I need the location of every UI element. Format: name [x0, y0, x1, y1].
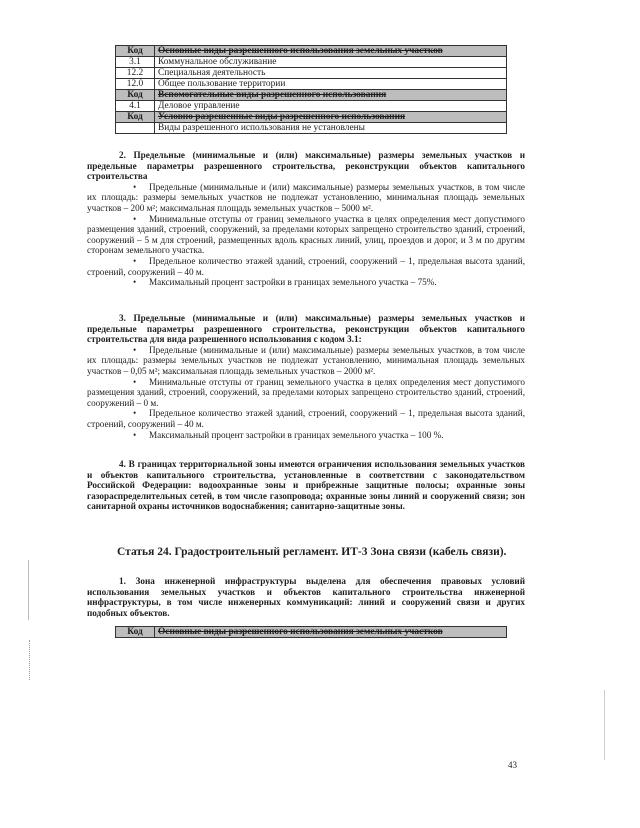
- code-header: Код: [116, 112, 155, 123]
- table-row: [116, 57, 507, 68]
- code-header: Код: [116, 46, 155, 57]
- table-header-conditional: [116, 112, 507, 123]
- conditional-uses-header: Условно разрешенные виды разрешенного использования: [155, 112, 507, 123]
- section-3-heading: 3. Предельные (минимальные и (или) максимальные) размеры земельных участков и предельные параметры разрешенного строительства, реконструкции объектов капитального строительства для вида разрешенного использования с кодом 3.1:: [87, 313, 525, 345]
- bullet-item: • Минимальные отступы от границ земельного участка в целях определения мест допустимого размещения зданий, строений, сооружений, за пределами которых запрещено строительство зданий, строений, сооружений – 0 м.: [87, 377, 525, 409]
- section-2: [87, 150, 525, 288]
- land-use-table-2: [115, 626, 507, 638]
- bullet-item: • Предельное количество этажей зданий, строений, сооружений – 1, предельная высота зданий, строений, сооружений – 40 м.: [87, 256, 525, 277]
- table-header-main: [116, 46, 507, 57]
- code-header: Код: [116, 627, 155, 638]
- table-row: [116, 79, 507, 90]
- bullet-item: • Минимальные отступы от границ земельного участка в целях определения мест допустимого размещения зданий, строений, сооружений, за пределами которых запрещено строительство зданий, строений, сооружений – 5 м для строений, размещенных вдоль красных линий, улиц, проездов и дорог, и 3 м по другим сторонам земельного участка.: [87, 214, 525, 256]
- section-2-heading: 2. Предельные (минимальные и (или) максимальные) размеры земельных участков и предельные параметры разрешенного строительства, реконструкции объектов капитального строительства: [87, 150, 525, 182]
- use-cell: Специальная деятельность: [155, 68, 507, 79]
- bullet-item: • Предельные (минимальные и (или) максимальные) размеры земельных участков, в том числе их площадь: размеры земельных участков не подлежат установлению, минимальная площадь земельных участков – 0,05 м²; максимальная площадь земельных участков – 2000 м².: [87, 345, 525, 377]
- use-cell: Коммунальное обслуживание: [155, 57, 507, 68]
- section-3: [87, 313, 525, 440]
- use-cell: Виды разрешенного использования не установлены: [155, 123, 507, 134]
- code-header: Код: [116, 90, 155, 101]
- bullet-item: • Максимальный процент застройки в границах земельного участка – 100 %.: [87, 430, 525, 441]
- aux-uses-header: Вспомогательные виды разрешенного использования: [155, 90, 507, 101]
- table-row: [116, 123, 507, 134]
- use-cell: Деловое управление: [155, 101, 507, 112]
- table-row: [116, 101, 507, 112]
- main-uses-header: Основные виды разрешенного использования земельных участков: [155, 46, 507, 57]
- code-cell: 3.1: [116, 57, 155, 68]
- section-4-text: 4. В границах территориальной зоны имеются ограничения использования земельных участков и объектов капитального строительства, установленные в соответствии с законодательством Российской Федерации: водоохранные зоны и прибрежные защитные полосы; охранные зоны газораспределительных сетей, в том числе газопровода; охранные зоны линий и сооружений связи; зон санитарной охраны источников водоснабжения; санитарно-защитные зоны.: [87, 459, 525, 512]
- code-cell: 12.0: [116, 79, 155, 90]
- bullet-item: • Предельные (минимальные и (или) максимальные) размеры земельных участков, в том числе их площадь: размеры земельных участков не подлежат установлению, минимальная площадь земельных участков – 200 м²; максимальная площадь земельных участков – 5000 м².: [87, 182, 525, 214]
- article-body: [87, 576, 525, 618]
- scan-edge-mark: [28, 560, 32, 620]
- article-heading: Статья 24. Градостроительный регламент. ИТ-3 Зона связи (кабель связи).: [117, 546, 507, 558]
- section-4: [87, 459, 525, 512]
- bullet-item: • Предельное количество этажей зданий, строений, сооружений – 1, предельная высота зданий, строений, сооружений – 40 м.: [87, 408, 525, 429]
- table-header-main: [116, 627, 507, 638]
- bullet-item: • Максимальный процент застройки в границах земельного участка – 75%.: [87, 277, 525, 288]
- page-number: 43: [508, 760, 517, 770]
- main-uses-header: Основные виды разрешенного использования земельных участков: [155, 627, 507, 638]
- scan-edge-mark: [604, 690, 611, 760]
- code-cell: [116, 123, 155, 134]
- scan-edge-mark: [29, 640, 36, 680]
- table-row: [116, 68, 507, 79]
- article-paragraph-1: 1. Зона инженерной инфраструктуры выделена для обеспечения правовых условий использования земельных участков и объектов капитального строительства инженерной инфраструктуры, в том числе инженерных коммуникаций: линий и сооружений связи и других подобных объектов.: [87, 576, 525, 618]
- use-cell: Общее пользование территории: [155, 79, 507, 90]
- land-use-table: [115, 45, 507, 134]
- table-header-aux: [116, 90, 507, 101]
- code-cell: 4.1: [116, 101, 155, 112]
- code-cell: 12.2: [116, 68, 155, 79]
